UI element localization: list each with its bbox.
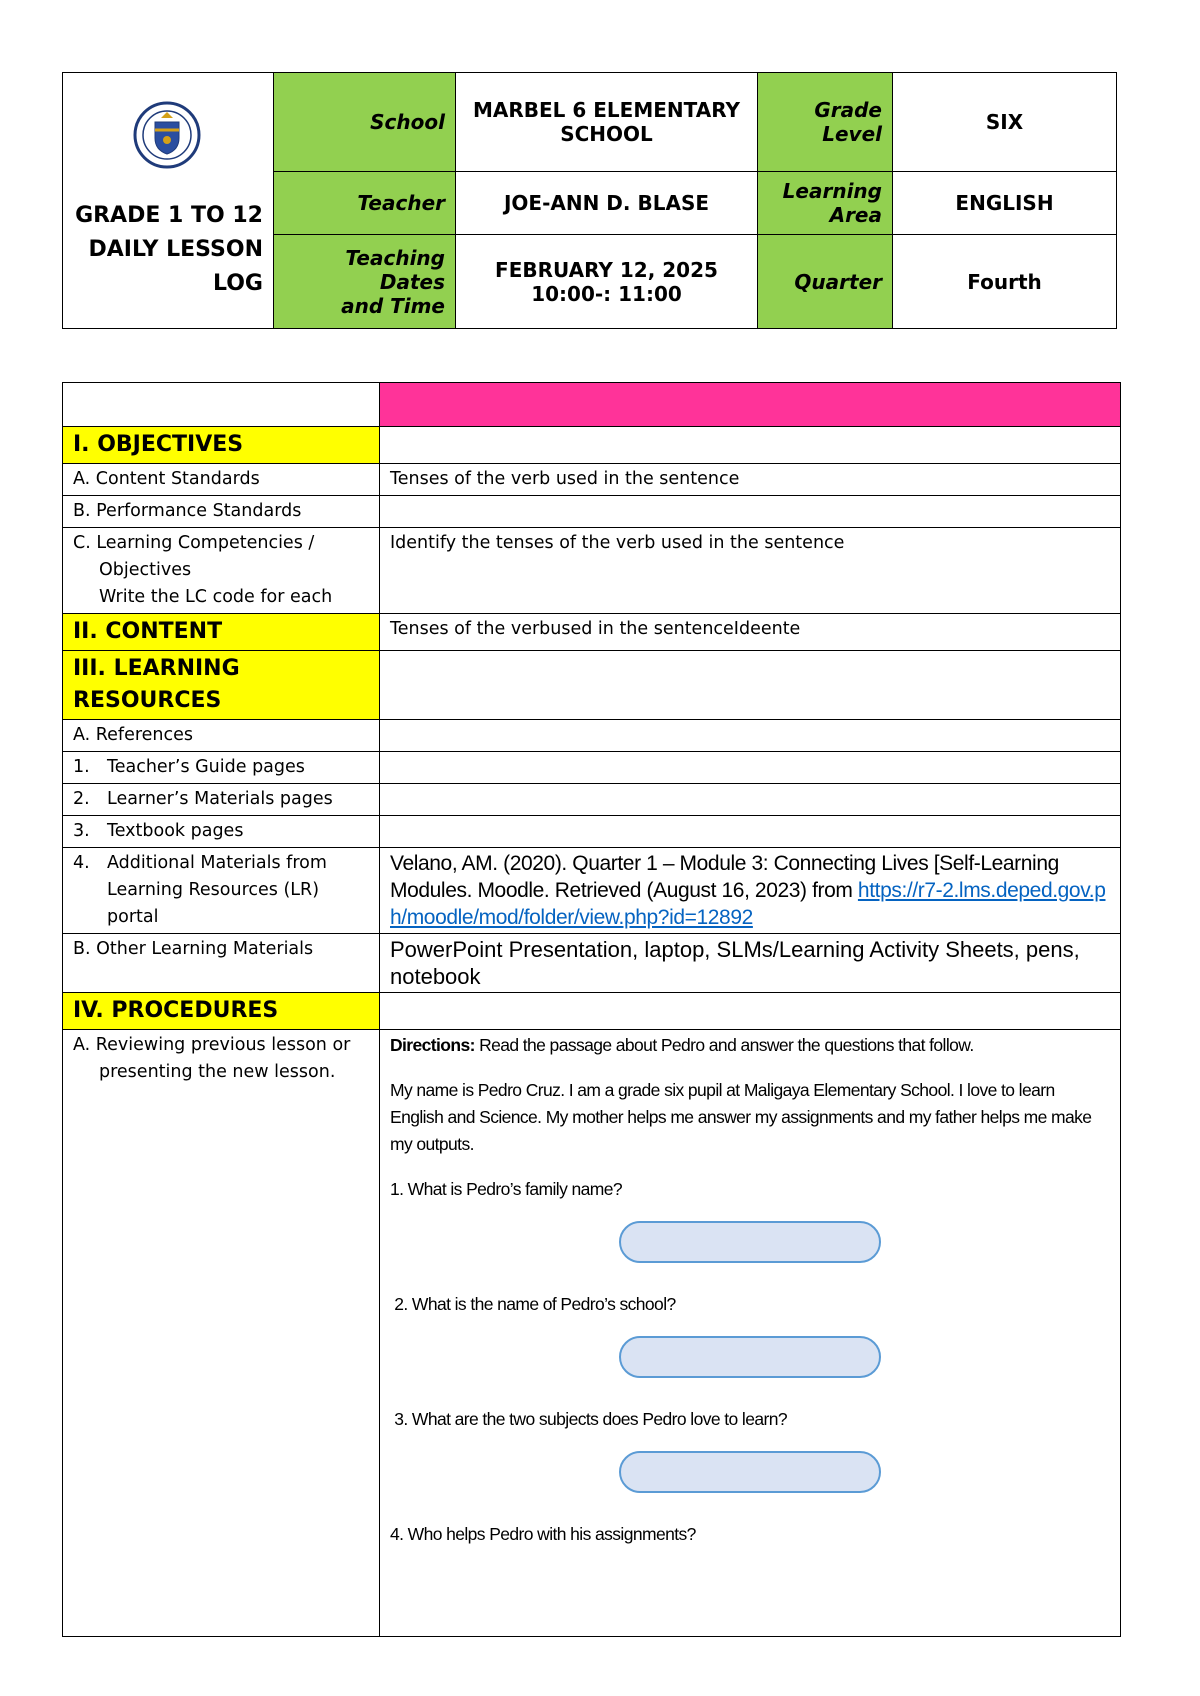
performance-standards-value xyxy=(380,496,1121,528)
title-line: GRADE 1 TO 12 xyxy=(75,203,263,228)
references-label: A. References xyxy=(63,720,380,752)
reviewing-lesson-content xyxy=(380,1030,1121,1637)
answer-box-1[interactable] xyxy=(619,1221,881,1263)
textbook-pages-label: 3. Textbook pages xyxy=(63,816,380,848)
other-materials-value: PowerPoint Presentation, laptop, SLMs/Learning Activity Sheets, pens, notebook xyxy=(380,934,1121,993)
other-materials-label: B. Other Learning Materials xyxy=(63,934,380,993)
procedures-heading-value xyxy=(380,993,1121,1030)
school-label: School xyxy=(274,73,456,172)
competencies-label: C. Learning Competencies / Objectives Write the LC code for each xyxy=(63,528,380,614)
grade-level-label: Grade Level xyxy=(758,73,893,172)
grade-level-value: SIX xyxy=(893,73,1117,172)
question-4: 4. Who helps Pedro with his assignments? xyxy=(390,1524,696,1544)
pink-banner xyxy=(380,383,1121,427)
title-line: LOG xyxy=(213,271,263,296)
learning-resources-value xyxy=(380,651,1121,720)
quarter-value: Fourth xyxy=(893,235,1117,329)
competencies-value: Identify the tenses of the verb used in the sentence xyxy=(380,528,1121,614)
content-standards-value: Tenses of the verb used in the sentence xyxy=(380,464,1121,496)
procedures-heading: IV. PROCEDURES xyxy=(63,993,380,1030)
teachers-guide-label: 1. Teacher’s Guide pages xyxy=(63,752,380,784)
blank-cell xyxy=(63,383,380,427)
title-line: DAILY LESSON xyxy=(88,237,263,262)
textbook-pages-value xyxy=(380,816,1121,848)
performance-standards-label: B. Performance Standards xyxy=(63,496,380,528)
content-standards-label: A. Content Standards xyxy=(63,464,380,496)
answer-box-2[interactable] xyxy=(619,1336,881,1378)
objectives-heading: I. OBJECTIVES xyxy=(63,427,380,464)
references-value xyxy=(380,720,1121,752)
header-table xyxy=(62,72,1117,329)
teaching-dates-value: FEBRUARY 12, 2025 10:00-: 11:00 xyxy=(456,235,758,329)
learners-materials-label: 2. Learner’s Materials pages xyxy=(63,784,380,816)
teacher-value: JOE-ANN D. BLASE xyxy=(456,172,758,235)
passage: My name is Pedro Cruz. I am a grade six pupil at Maligaya Elementary School. I love to learn English and Science. My mother helps me answer my assignments and my father helps me make my outputs. xyxy=(390,1080,1092,1154)
learning-resources-heading: III. LEARNING RESOURCES xyxy=(63,651,380,720)
content-value: Tenses of the verbused in the sentenceIdeente xyxy=(380,614,1121,651)
teaching-dates-label: Teaching Dates and Time xyxy=(274,235,456,329)
lesson-table xyxy=(62,382,1121,1637)
directions: Directions: Read the passage about Pedro and answer the questions that follow. xyxy=(390,1035,974,1055)
question-3: 3. What are the two subjects does Pedro love to learn? xyxy=(390,1409,787,1429)
additional-materials-value: Velano, AM. (2020). Quarter 1 – Module 3: Connecting Lives [Self-Learning Modules. Moodle. Retrieved (August 16, 2023) from https://r7-2.lms.deped.gov.ph/moodle/mod/folder/view.php?id=12892 xyxy=(380,848,1121,934)
teacher-label: Teacher xyxy=(274,172,456,235)
content-heading: II. CONTENT xyxy=(63,614,380,651)
question-1: 1. What is Pedro’s family name? xyxy=(390,1179,623,1199)
learners-materials-value xyxy=(380,784,1121,816)
reviewing-lesson-label: A. Reviewing previous lesson or presenting the new lesson. xyxy=(63,1030,380,1637)
header-title-cell xyxy=(63,73,274,329)
quarter-label: Quarter xyxy=(758,235,893,329)
school-value: MARBEL 6 ELEMENTARY SCHOOL xyxy=(456,73,758,172)
question-2: 2. What is the name of Pedro’s school? xyxy=(390,1294,676,1314)
objectives-heading-value xyxy=(380,427,1121,464)
deped-seal-logo xyxy=(71,100,263,181)
lr-portal-link[interactable]: https://r7-2.lms.deped.gov.ph/moodle/mod/folder/view.php?id=12892 xyxy=(390,879,1106,929)
teachers-guide-value xyxy=(380,752,1121,784)
additional-materials-label: 4. Additional Materials from Learning Resources (LR) portal xyxy=(63,848,380,934)
learning-area-value: ENGLISH xyxy=(893,172,1117,235)
answer-box-3[interactable] xyxy=(619,1451,881,1493)
learning-area-label: Learning Area xyxy=(758,172,893,235)
